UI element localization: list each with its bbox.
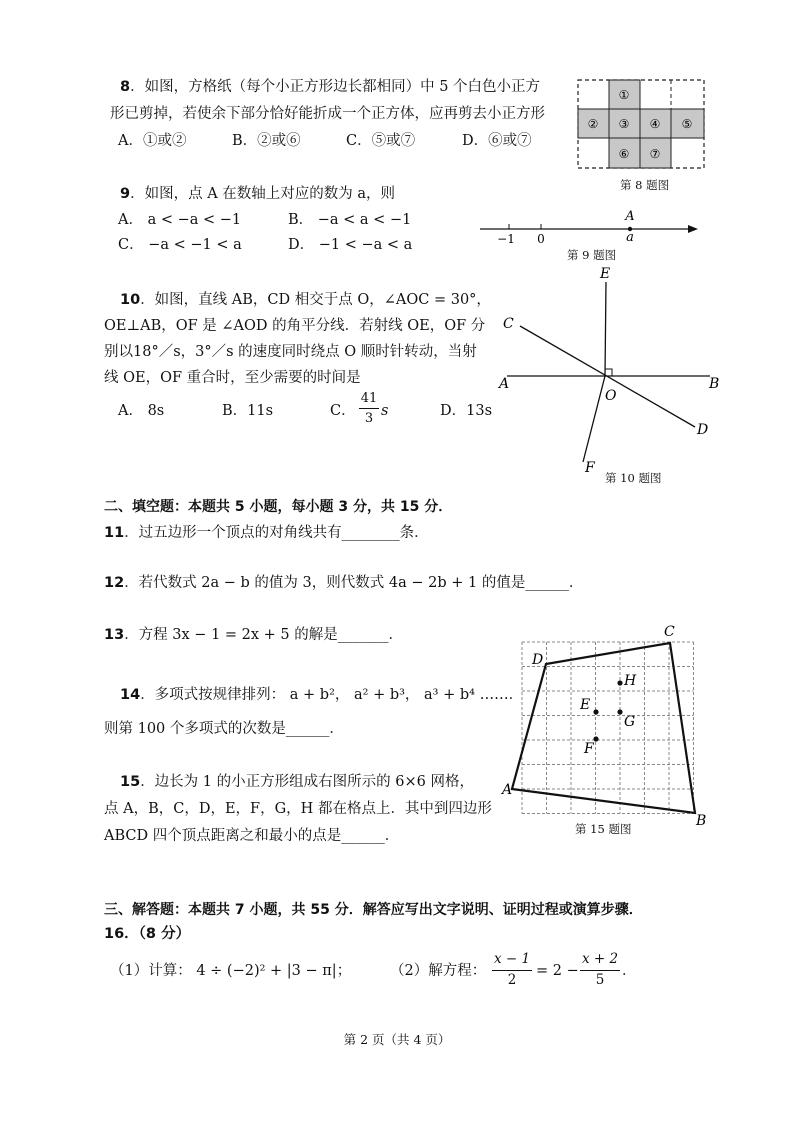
q8-figure [576,78,706,170]
q10-label-c: C [503,316,514,332]
q15-label-g: G [624,714,636,730]
q15-label-e: E [580,697,591,713]
q8-cell-label-1: ① [618,88,630,102]
q14-line2: 则第 100 个多项式的次数是______． [104,721,344,737]
q16-rhs-denominator: 5 [595,972,605,988]
section2-title: 二、填空题：本题共 5 小题，每小题 3 分，共 15 分． [104,499,453,515]
q15-point-f [593,736,598,741]
q15-point-e [593,709,598,714]
q10-option-c-denominator: 3 [364,411,374,426]
q9-value-label: a [626,230,634,245]
q15-point-h [617,680,622,685]
q10-number: 10 [120,292,141,308]
q12-number: 12 [104,575,125,591]
q10-option-c-unit: s [381,403,389,419]
q8-cell-label-3: ③ [618,117,630,131]
q16-part2-label: （2）解方程： [390,963,487,979]
q9-option-a: A． a < −a < −1 [118,212,242,228]
q10-line1: 10．如图，直线 AB，CD 相交于点 O，∠AOC = 30°， [120,292,491,308]
q10-line4: 线 OE，OF 重合时，至少需要的时间是 [104,370,361,386]
q9-option-d: D． −1 < −a < a [288,237,413,253]
q15-line3: ABCD 四个顶点距离之和最小的点是______． [104,828,400,844]
q13-number: 13 [104,627,125,643]
q13: 13．方程 3x − 1 = 2x + 5 的解是_______． [104,627,404,643]
q8-option-c: C．⑤或⑦ [346,133,416,149]
q15-label-a: A [502,782,513,798]
q15-label-f: F [584,741,594,757]
q9-tick-minus-one: −1 [497,232,515,246]
q15-figure [500,620,715,830]
q16-rhs-prefix: = 2 − [536,963,579,979]
q14-number: 14 [120,687,141,703]
q8-caption: 第 8 题图 [620,178,670,192]
q10-line3: 别以18°／s，3°／s 的速度同时绕点 O 顺时针转动，当射 [104,344,477,360]
q8-line2: 形已剪掉，若使余下部分恰好能折成一个正方体，应再剪去小正方形 [110,106,545,122]
q10-label-d: D [697,422,709,438]
q15-quadrilateral [512,643,695,813]
q10-figure [495,262,720,476]
q15-point-g [617,709,622,714]
page-footer: 第 2 页（共 4 页） [343,1032,451,1047]
q8-cell-label-2: ② [587,117,599,131]
q15-caption: 第 15 题图 [575,822,632,836]
q12: 12．若代数式 2a − b 的值为 3，则代数式 4a − 2b + 1 的值是______． [104,575,584,591]
q8-option-b: B．②或⑥ [232,133,301,149]
section3-title: 三、解答题：本题共 7 小题，共 55 分．解答应写出文字说明、证明过程或演算步骤． [104,902,643,918]
q9-caption: 第 9 题图 [567,248,617,262]
q8-cell-label-5: ⑤ [681,117,693,131]
q16-header: 16．（8 分） [104,926,191,942]
q16-lhs-denominator: 2 [507,972,517,988]
q16-part1: （1）计算： 4 ÷ (−2)² + |3 − π|； [110,963,352,979]
q8-cell-label-7: ⑦ [649,147,661,161]
q15-label-d: D [532,652,544,668]
q15-label-h: H [624,673,637,689]
arrow-right-icon [688,225,698,233]
q15-label-b: B [696,813,707,829]
q14-line1: 14．多项式按规律排列： a + b²， a² + b³， a³ + b⁴ ……． [120,687,524,703]
q10-label-f: F [585,460,595,476]
q10-label-b: B [709,376,720,392]
q9-number-line [478,205,702,245]
q16-end: ． [622,963,637,979]
q16-lhs-numerator: x − 1 [493,951,531,967]
q15-line2: 点 A，B，C，D，E，F，G，H 都在格点上．其中到四边形 [104,801,492,817]
q10-option-c-numerator: 41 [360,391,378,406]
q9-point-label: A [625,209,635,224]
q10-caption: 第 10 题图 [605,471,662,485]
q10-option-b: B．11s [222,403,274,419]
q11-number: 11 [104,525,125,541]
q9-number: 9 [120,186,131,202]
q15-number: 15 [120,774,141,790]
q10-option-d: D．13s [440,403,493,419]
q9-tick-zero: 0 [537,232,545,246]
q8-line1: 8．如图，方格纸（每个小正方形边长都相同）中 5 个白色小正方 [120,79,541,95]
q10-label-e: E [600,266,611,282]
q16-rhs-numerator: x + 2 [581,951,619,967]
q10-line2: OE⊥AB，OF 是 ∠AOD 的角平分线．若射线 OE，OF 分 [104,318,486,334]
q10-label-a: A [499,376,510,392]
q10-option-c-label: C． [330,403,356,419]
q10-option-c-fraction-bar [359,408,379,409]
q16-rhs-fraction-bar [580,970,620,971]
q9-option-c: C． −a < −1 < a [118,237,242,253]
q8-option-a: A．①或② [118,133,187,149]
q10-label-o: O [605,388,617,404]
q15-grid [522,642,694,814]
q9-stem: 9．如图，点 A 在数轴上对应的数为 a，则 [120,186,396,202]
q8-cell-label-6: ⑥ [618,147,630,161]
q10-option-a: A． 8s [118,403,165,419]
q15-line1: 15．边长为 1 的小正方形组成右图所示的 6×6 网格， [120,774,474,790]
q15-label-c: C [664,624,675,640]
q16-lhs-fraction-bar [492,970,532,971]
q9-option-b: B． −a < a < −1 [288,212,412,228]
q8-number: 8 [120,79,131,95]
q8-option-d: D．⑥或⑦ [462,133,532,149]
q8-cell-label-4: ④ [649,117,661,131]
q11: 11．过五边形一个顶点的对角线共有________条． [104,525,429,541]
